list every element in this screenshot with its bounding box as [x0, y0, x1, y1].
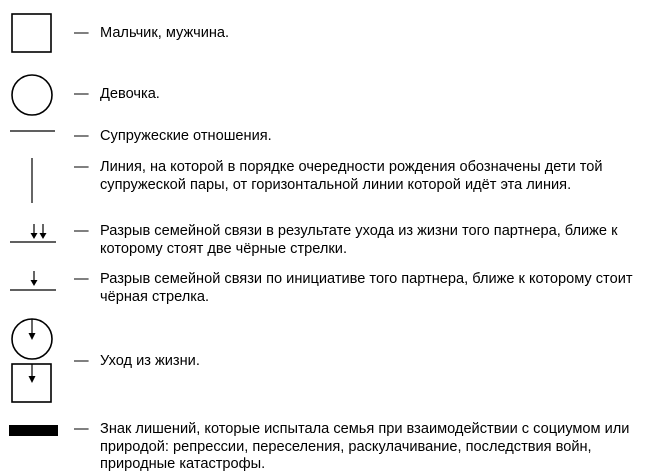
- dash: —: [74, 353, 89, 369]
- death-circle-icon: [10, 317, 54, 361]
- legend-item-children-line: [74, 159, 654, 194]
- legend-item-male: [74, 25, 654, 43]
- legend-item-marriage: [74, 128, 654, 146]
- legend-text-break-death: Разрыв семейной связи в результате ухода из жизни того партнера, ближе к которому стоят две чёрные стрелки.: [100, 223, 618, 257]
- legend-text-deprivation: Знак лишений, которые испытала семья при взаимодействии с социумом или природой: репрессии, переселения, раскулачивание, последствия войн, природные катастрофы.: [100, 421, 630, 472]
- deprivation-bar-icon: [9, 425, 59, 437]
- dash: —: [74, 421, 89, 437]
- legend-text-male: Мальчик, мужчина.: [100, 25, 230, 41]
- marriage-line-icon: [10, 128, 56, 134]
- legend-item-female: [74, 86, 654, 104]
- legend-item-death: [74, 353, 654, 371]
- square-male-icon: [11, 13, 53, 55]
- dash: —: [74, 223, 89, 239]
- legend-text-children-line: Линия, на которой в порядке очередности рождения обозначены дети той супружеской пары, от горизонтальной линии которой идёт эта линия.: [100, 159, 603, 193]
- legend-text-female: Девочка.: [100, 86, 160, 102]
- legend-text-marriage: Супружеские отношения.: [100, 128, 272, 144]
- legend-item-break-death: [74, 223, 654, 258]
- children-vertical-line-icon: [28, 158, 36, 204]
- legend-item-deprivation: [74, 421, 654, 474]
- break-by-initiative-icon: [10, 270, 58, 292]
- dash: —: [74, 128, 89, 144]
- dash: —: [74, 86, 89, 102]
- legend-item-break-initiative: [74, 271, 654, 306]
- death-square-icon: [11, 363, 53, 405]
- break-by-death-icon: [10, 222, 58, 244]
- circle-female-icon: [10, 73, 54, 117]
- legend-text-break-initiative: Разрыв семейной связи по инициативе того партнера, ближе к которому стоит чёрная стрелка.: [100, 271, 633, 305]
- dash: —: [74, 271, 89, 287]
- dash: —: [74, 25, 89, 41]
- legend-text-death: Уход из жизни.: [100, 353, 200, 369]
- dash: —: [74, 159, 89, 175]
